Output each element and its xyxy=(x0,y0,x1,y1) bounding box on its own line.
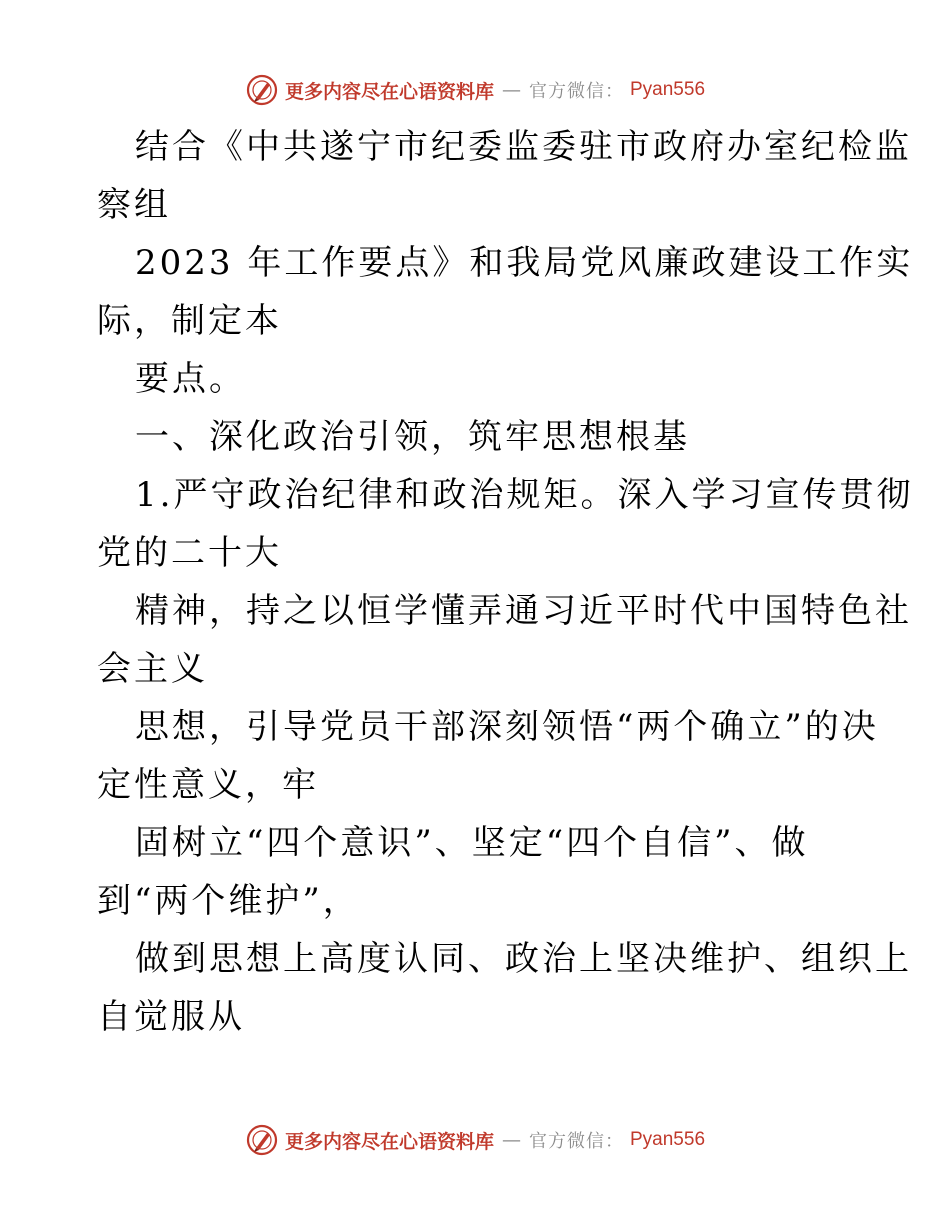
document-body xyxy=(97,118,914,1046)
body-line: 1.严守政治纪律和政治规矩。深入学习宣传贯彻 xyxy=(135,475,914,515)
watermark-group xyxy=(245,1123,705,1157)
body-line: 到“两个维护”， xyxy=(97,881,360,921)
pen-logo-icon xyxy=(245,73,279,107)
body-line: 结合《中共遂宁市纪委监委驻市政府办室纪检监 xyxy=(135,127,912,167)
body-line: 固树立“四个意识”、坚定“四个自信”、做 xyxy=(135,823,809,863)
pen-logo-icon xyxy=(245,1123,279,1157)
watermark-main-text: 更多内容尽在心语资料库 xyxy=(284,1130,494,1153)
watermark-group xyxy=(245,73,705,107)
section-heading: 一、深化政治引领，筑牢思想根基 xyxy=(135,417,690,457)
watermark-dash: — xyxy=(502,1129,521,1151)
body-line: 党的二十大 xyxy=(97,533,282,573)
body-line: 精神，持之以恒学懂弄通习近平时代中国特色社 xyxy=(135,591,912,631)
watermark-wechat-id: Pyan556 xyxy=(630,79,706,100)
body-line: 察组 xyxy=(97,185,171,225)
body-line: 自觉服从 xyxy=(97,997,245,1037)
watermark-dash: — xyxy=(502,79,521,101)
body-line: 际，制定本 xyxy=(97,301,282,341)
body-line: 做到思想上高度认同、政治上坚决维护、组织上 xyxy=(135,939,912,979)
watermark-label: 官方微信： xyxy=(529,1131,624,1152)
watermark-main-text: 更多内容尽在心语资料库 xyxy=(284,80,494,103)
body-line: 定性意义，牢 xyxy=(97,765,319,805)
body-line: 思想，引导党员干部深刻领悟“两个确立”的决 xyxy=(135,707,879,747)
watermark-label: 官方微信： xyxy=(529,81,624,102)
body-line: 2023 年工作要点》和我局党风廉政建设工作实 xyxy=(135,243,914,283)
footer-watermark xyxy=(0,1120,950,1160)
watermark-wechat-id: Pyan556 xyxy=(630,1129,706,1150)
header-watermark xyxy=(0,70,950,110)
body-line: 会主义 xyxy=(97,649,208,689)
body-line: 要点。 xyxy=(135,359,246,399)
